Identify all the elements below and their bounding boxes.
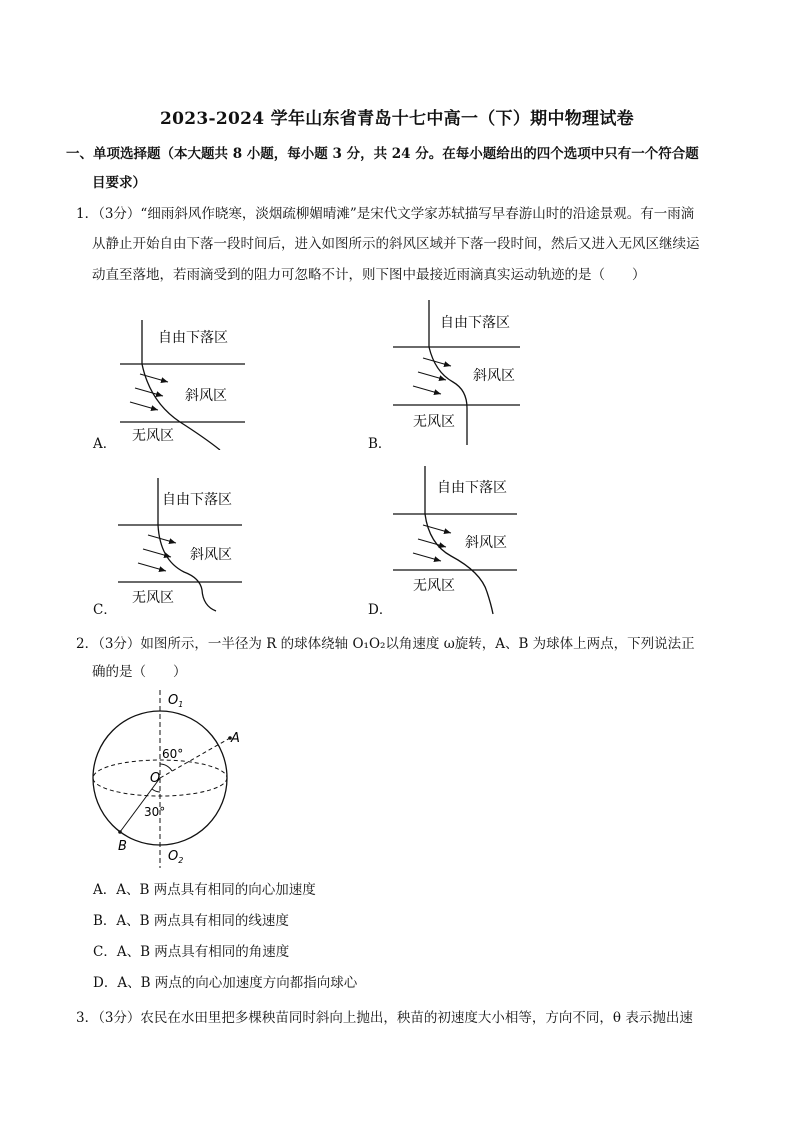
zone-free-label: 自由下落区 <box>440 315 510 331</box>
wind-arrow <box>413 553 441 561</box>
page-title: 2023-2024 学年山东省青岛十七中高一（下）期中物理试卷 <box>160 109 634 129</box>
label-o1: $O_1$ <box>168 693 184 709</box>
wind-arrow <box>135 388 163 396</box>
q2-option-c[interactable]: C．A、B 两点具有相同的角速度 <box>93 944 290 960</box>
zone-nowind-label: 无风区 <box>132 590 174 606</box>
q2-sphere-figure <box>90 690 250 870</box>
q2-stem-line1: 2．（3分）如图所示，一半径为 R 的球体绕轴 O₁O₂以角速度 ω旋转，A、B 为球体上两点，下列说法正 <box>76 636 695 652</box>
q1-figure-a <box>90 310 250 450</box>
q2-option-d[interactable]: D．A、B 两点的向心加速度方向都指向球心 <box>93 975 358 991</box>
label-a: A <box>231 731 240 746</box>
angle-arc-30 <box>152 789 160 792</box>
zone-free-label: 自由下落区 <box>162 492 232 508</box>
q1-stem-line2: 从静止开始自由下落一段时间后，进入如图所示的斜风区域并下落一段时间，然后又进入无风区继续运 <box>92 236 700 252</box>
q3-stem-line1: 3．（3分）农民在水田里把多棵秧苗同时斜向上抛出，秧苗的初速度大小相等，方向不同，θ 表示抛出速 <box>76 1010 693 1026</box>
label-angle-60: 60° <box>162 747 184 761</box>
q1-option-b-label[interactable]: B． <box>368 436 392 452</box>
q1-option-c-label[interactable]: C． <box>93 602 117 618</box>
label-b: B <box>118 839 127 854</box>
q1-stem-line3: 动直至落地，若雨滴受到的阻力可忽略不计，则下图中最接近雨滴真实运动轨迹的是（ ） <box>92 267 646 283</box>
wind-arrow <box>423 358 451 366</box>
label-o2: $O_2$ <box>168 849 184 865</box>
wind-arrow <box>418 539 446 547</box>
q1-figure-d <box>385 464 545 616</box>
point-b <box>118 830 122 834</box>
zone-wind-label: 斜风区 <box>473 368 515 384</box>
q1-option-a-label[interactable]: A． <box>93 436 117 452</box>
wind-arrow <box>140 374 168 382</box>
zone-nowind-label: 无风区 <box>413 578 455 594</box>
angle-arc-60 <box>160 764 172 771</box>
q1-option-d-label[interactable]: D． <box>368 602 393 618</box>
wind-arrow <box>130 402 158 410</box>
q1-figure-b <box>385 300 545 450</box>
wind-arrow <box>148 535 176 543</box>
section-heading-line1: 一、单项选择题（本大题共 8 小题，每小题 3 分，共 24 分。在每小题给出的四个选项中只有一个符合题 <box>66 146 699 162</box>
label-o: O <box>150 771 161 786</box>
label-angle-30: 30° <box>144 805 166 819</box>
wind-arrow <box>413 386 441 394</box>
zone-wind-label: 斜风区 <box>465 535 507 551</box>
zone-wind-label: 斜风区 <box>185 388 227 404</box>
zone-nowind-label: 无风区 <box>413 414 455 430</box>
wind-arrow <box>138 563 166 571</box>
section-heading-line2: 目要求） <box>92 175 146 191</box>
zone-free-label: 自由下落区 <box>437 480 507 496</box>
zone-free-label: 自由下落区 <box>158 330 228 346</box>
q2-option-b[interactable]: B．A、B 两点具有相同的线速度 <box>93 913 289 929</box>
q1-figure-c <box>110 478 250 618</box>
q1-stem-line1: 1．（3分）“细雨斜风作晓寒，淡烟疏柳媚晴滩”是宋代文学家苏轼描写早春游山时的沿途景观。有一雨滴 <box>76 206 695 222</box>
q2-stem-line2: 确的是（ ） <box>92 664 187 680</box>
zone-wind-label: 斜风区 <box>190 547 232 563</box>
q2-option-a[interactable]: A．A、B 两点具有相同的向心加速度 <box>93 882 316 898</box>
zone-nowind-label: 无风区 <box>132 428 174 444</box>
